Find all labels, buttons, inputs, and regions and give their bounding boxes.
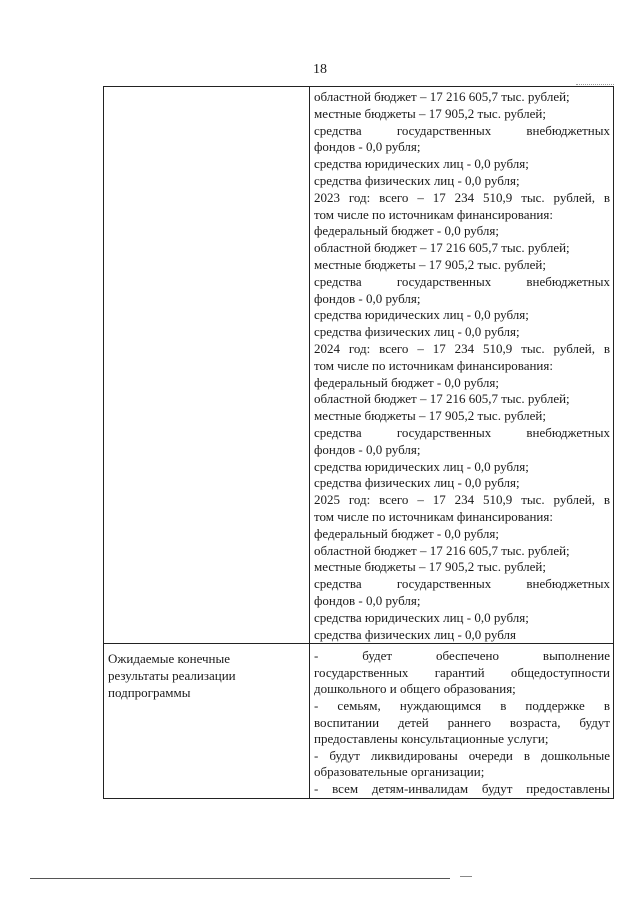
funding-line: фондов - 0,0 рубля; (314, 441, 421, 457)
results-label-line: подпрограммы (108, 685, 191, 701)
funding-line: том числе по источникам финансирования: (314, 357, 553, 373)
funding-line: том числе по источникам финансирования: (314, 508, 553, 524)
funding-line: том числе по источникам финансирования: (314, 206, 553, 222)
funding-line: средства юридических лиц - 0,0 рубля; (314, 458, 529, 474)
funding-line: средства государственных внебюджетных (314, 576, 610, 592)
bottom-rule (30, 878, 450, 879)
funding-line: средства физических лиц - 0,0 рубля; (314, 475, 520, 491)
funding-line: средства юридических лиц - 0,0 рубля; (314, 307, 529, 323)
result-line: - будет обеспечено выполнение (314, 648, 610, 664)
funding-line: федеральный бюджет - 0,0 рубля; (314, 223, 500, 239)
funding-line: средства государственных внебюджетных (314, 273, 610, 289)
funding-line: фондов - 0,0 рубля; (314, 290, 421, 306)
scan-mark (576, 84, 614, 85)
funding-line: областной бюджет – 17 216 605,7 тыс. рублей; (314, 240, 570, 256)
funding-line: областной бюджет – 17 216 605,7 тыс. рублей; (314, 89, 570, 104)
results-text (310, 644, 613, 797)
funding-line: 2024 год: всего – 17 234 510,9 тыс. рублей, в (314, 340, 610, 356)
funding-text (310, 87, 613, 643)
results-details-cell (310, 644, 614, 798)
funding-line: местные бюджеты – 17 905,2 тыс. рублей; (314, 408, 546, 424)
funding-line: 2023 год: всего – 17 234 510,9 тыс. рублей, в (314, 189, 610, 205)
results-label-line: Ожидаемые конечные (108, 651, 231, 667)
funding-line: 2025 год: всего – 17 234 510,9 тыс. рублей, в (314, 492, 610, 508)
funding-label-cell (104, 87, 310, 644)
result-line: дошкольного и общего образования; (314, 681, 516, 697)
funding-line: средства государственных внебюджетных (314, 424, 610, 440)
result-line: - всем детям-инвалидам будут предоставлены (314, 781, 610, 797)
funding-line: местные бюджеты – 17 905,2 тыс. рублей; (314, 256, 546, 272)
page-number: 18 (313, 62, 327, 77)
bottom-rule-mark (460, 876, 472, 877)
subprogram-passport-table (103, 86, 614, 799)
result-line: предоставлены консультационные услуги; (314, 731, 549, 747)
funding-line: федеральный бюджет - 0,0 рубля; (314, 525, 500, 541)
result-line: - будут ликвидированы очереди в дошкольные (314, 747, 610, 763)
funding-line: областной бюджет – 17 216 605,7 тыс. рублей; (314, 542, 570, 558)
results-row (104, 644, 614, 798)
results-label-cell (104, 644, 310, 798)
funding-line: федеральный бюджет - 0,0 рубля; (314, 374, 500, 390)
funding-line: средства физических лиц - 0,0 рубля; (314, 172, 520, 188)
funding-row (104, 87, 614, 644)
funding-line: средства физических лиц - 0,0 рубля; (314, 324, 520, 340)
funding-line: местные бюджеты – 17 905,2 тыс. рублей; (314, 105, 546, 121)
funding-line: фондов - 0,0 рубля; (314, 592, 421, 608)
funding-line: местные бюджеты – 17 905,2 тыс. рублей; (314, 559, 546, 575)
funding-line: средства государственных внебюджетных (314, 122, 610, 138)
result-line: образовательные организации; (314, 764, 485, 780)
result-line: государственных гарантий общедоступности (314, 664, 610, 680)
funding-details-cell (310, 87, 614, 644)
result-line: воспитании детей раннего возраста, будут (314, 714, 610, 730)
funding-line: областной бюджет – 17 216 605,7 тыс. рублей; (314, 391, 570, 407)
funding-line: фондов - 0,0 рубля; (314, 139, 421, 155)
funding-line: средства юридических лиц - 0,0 рубля; (314, 609, 529, 625)
result-line: - семьям, нуждающимся в поддержке в (314, 698, 610, 714)
results-label-line: результаты реализации (108, 668, 236, 684)
results-label (104, 644, 309, 701)
funding-line: средства физических лиц - 0,0 рубля (314, 626, 516, 642)
funding-line: средства юридических лиц - 0,0 рубля; (314, 156, 529, 172)
